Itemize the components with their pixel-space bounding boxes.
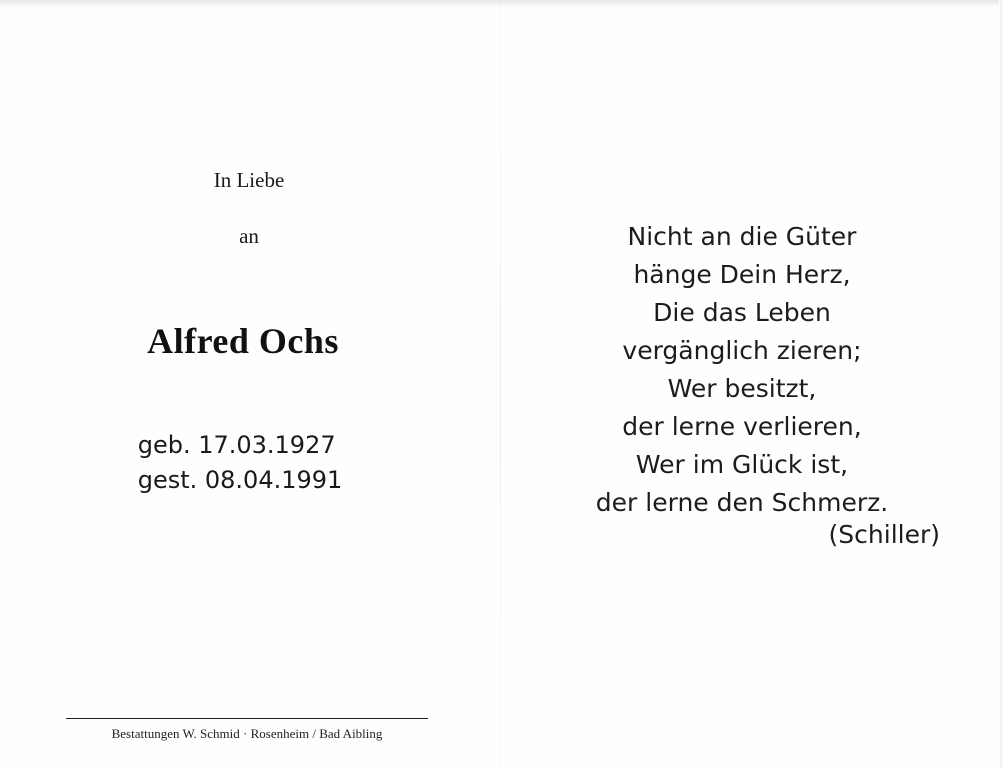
deceased-name: Alfred Ochs [147, 321, 339, 361]
footer-divider [66, 718, 428, 719]
dedication-line-2: an [239, 224, 259, 248]
poem-line: vergänglich zieren; [622, 336, 862, 365]
poem-line: der lerne den Schmerz. [595, 488, 889, 517]
poem-line: Die das Leben [653, 298, 831, 327]
poem-line: Wer besitzt, [667, 374, 817, 403]
funeral-home-credit: Bestattungen W. Schmid · Rosenheim / Bad Aibling [111, 726, 383, 741]
poem-line: Nicht an die Güter [627, 222, 857, 251]
death-date: gest. 08.04.1991 [137, 466, 343, 494]
poem [596, 218, 888, 522]
life-dates [138, 428, 343, 498]
poem-line: der lerne verlieren, [622, 412, 862, 441]
dedication-line-1: In Liebe [213, 168, 285, 192]
card-fold-line [500, 0, 501, 768]
poem-line: hänge Dein Herz, [633, 260, 851, 289]
card-top-edge [0, 0, 1002, 7]
birth-date: geb. 17.03.1927 [137, 431, 336, 459]
poem-attribution: (Schiller) [828, 520, 940, 549]
poem-line: Wer im Glück ist, [635, 450, 849, 479]
